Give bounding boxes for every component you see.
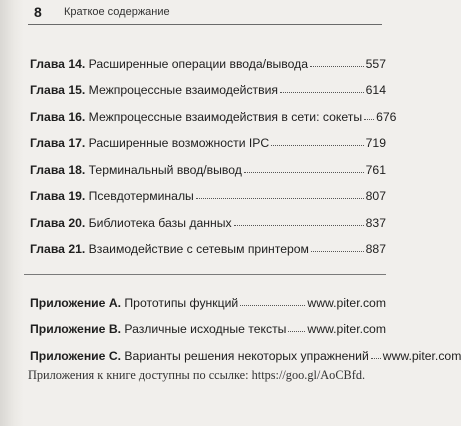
entry-page: 676 bbox=[376, 109, 397, 124]
entry-prefix: Глава 19. bbox=[30, 189, 86, 203]
entry-title: Терминальный ввод/вывод bbox=[88, 162, 242, 177]
appendix-list bbox=[30, 283, 461, 363]
appendix-prefix: Приложение А. bbox=[30, 295, 122, 310]
dot-leader bbox=[244, 172, 364, 173]
toc-entry bbox=[30, 150, 386, 177]
header-rule bbox=[28, 24, 382, 25]
toc-entry bbox=[30, 203, 386, 230]
appendix-title: Прототипы функций bbox=[124, 295, 239, 310]
chapter-list bbox=[30, 44, 397, 256]
appendix-prefix: Приложение В. bbox=[30, 322, 122, 336]
dot-leader bbox=[196, 198, 364, 199]
appendix-title: Различные исходные тексты bbox=[124, 322, 287, 336]
dot-leader bbox=[310, 66, 364, 67]
entry-title: Расширенные операции ввода/вывода bbox=[88, 56, 309, 71]
toc-entry bbox=[30, 177, 386, 204]
dot-leader bbox=[271, 145, 363, 146]
dot-leader bbox=[234, 225, 364, 226]
appendix-entry bbox=[30, 336, 461, 363]
dot-leader bbox=[364, 119, 374, 120]
appendix-location: www.piter.com bbox=[382, 348, 461, 363]
toc-entry bbox=[30, 97, 397, 124]
entry-title: Межпроцессные взаимодействия bbox=[88, 83, 279, 97]
toc-entry bbox=[30, 44, 386, 71]
entry-title: Взаимодействие с сетевым принтером bbox=[88, 242, 309, 256]
entry-prefix: Глава 16. bbox=[30, 109, 86, 124]
toc-entry bbox=[30, 230, 386, 257]
entry-title: Межпроцессные взаимодействия в сети: сокеты bbox=[88, 109, 363, 124]
appendix-location: www.piter.com bbox=[307, 322, 386, 336]
section-divider bbox=[24, 274, 386, 275]
entry-prefix: Глава 20. bbox=[30, 215, 86, 230]
entry-prefix: Глава 15. bbox=[30, 83, 86, 97]
appendix-prefix: Приложение С. bbox=[30, 348, 122, 363]
entry-page: 719 bbox=[365, 136, 386, 150]
appendix-entry bbox=[30, 283, 386, 310]
dot-leader bbox=[288, 331, 305, 332]
entry-page: 761 bbox=[365, 162, 386, 177]
entry-title: Расширенные возможности IPC bbox=[88, 136, 270, 150]
dot-leader bbox=[240, 305, 305, 306]
toc-entry bbox=[30, 71, 386, 98]
entry-title: Библиотека базы данных bbox=[88, 215, 232, 230]
appendix-location: www.piter.com bbox=[307, 295, 386, 310]
page-binding-shadow bbox=[0, 0, 24, 426]
page-header bbox=[34, 4, 170, 20]
appendix-title: Варианты решения некоторых упражнений bbox=[124, 348, 369, 363]
appendix-entry bbox=[30, 310, 386, 337]
dot-leader bbox=[311, 251, 364, 252]
entry-prefix: Глава 17. bbox=[30, 136, 86, 150]
appendix-download-note: Приложения к книге доступны по ссылке: https://goo.gl/AoCBfd. bbox=[28, 368, 366, 382]
entry-prefix: Глава 18. bbox=[30, 162, 86, 177]
entry-page: 807 bbox=[365, 189, 386, 203]
entry-page: 887 bbox=[365, 242, 386, 256]
toc-entry bbox=[30, 124, 386, 151]
entry-prefix: Глава 21. bbox=[30, 242, 86, 256]
entry-page: 557 bbox=[365, 56, 386, 71]
running-title: Краткое содержание bbox=[64, 6, 170, 18]
entry-prefix: Глава 14. bbox=[30, 56, 86, 71]
dot-leader bbox=[371, 358, 381, 359]
entry-page: 837 bbox=[365, 215, 386, 230]
entry-title: Псевдотерминалы bbox=[88, 189, 194, 203]
dot-leader bbox=[280, 92, 364, 93]
entry-page: 614 bbox=[365, 83, 386, 97]
page-number: 8 bbox=[34, 4, 42, 20]
